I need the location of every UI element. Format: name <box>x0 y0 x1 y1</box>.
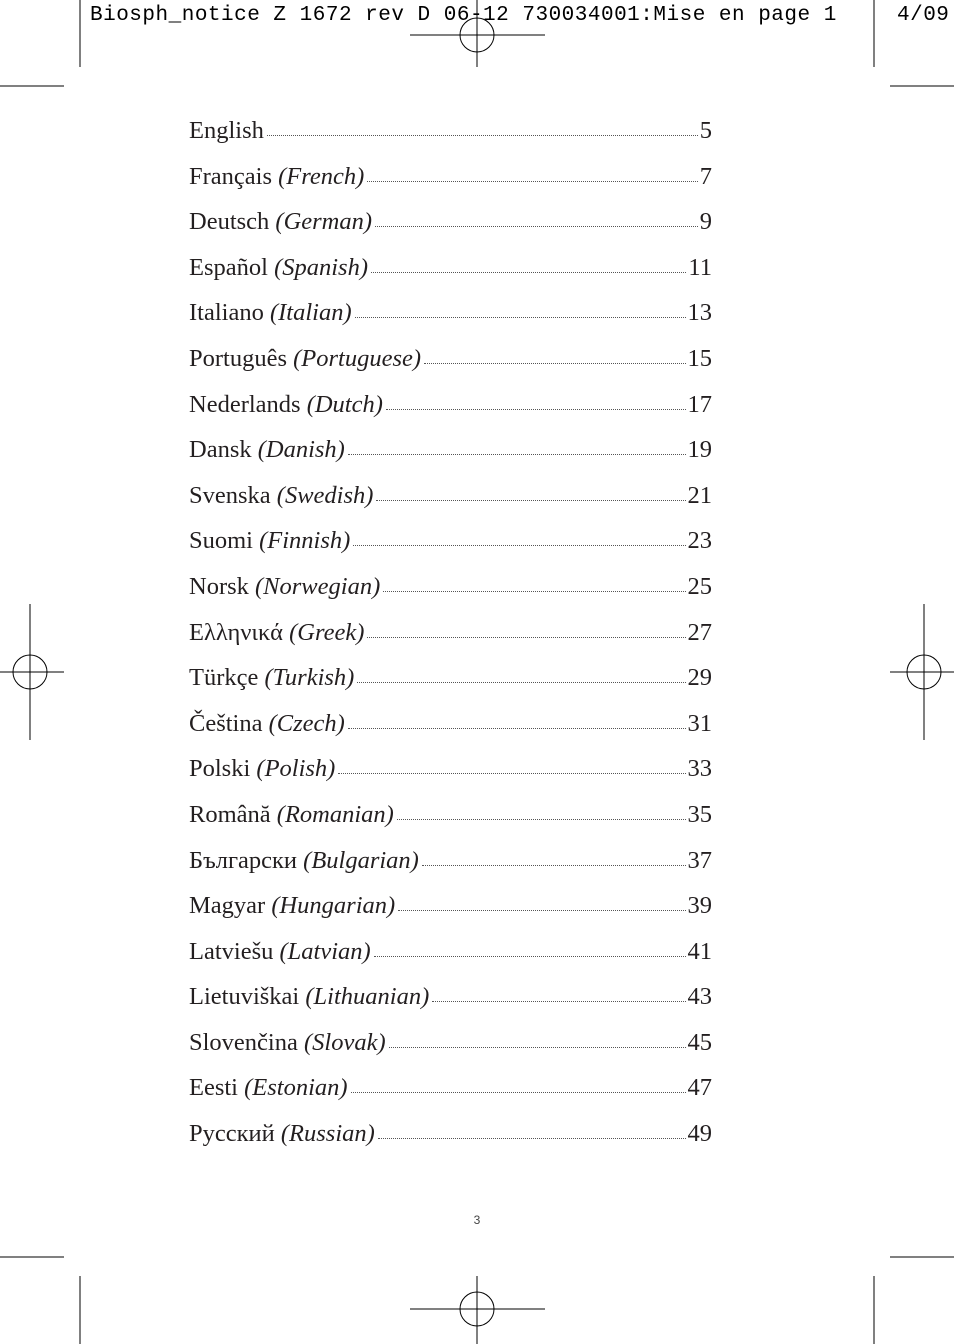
toc-entry-page-number: 13 <box>687 299 712 327</box>
toc-entry-language: Magyar <box>189 892 266 920</box>
dot-leader <box>383 591 685 592</box>
toc-entry <box>189 116 712 162</box>
toc-entry-english-name: (Norwegian) <box>255 572 381 600</box>
toc-entry-language: Svenska <box>189 481 271 509</box>
dot-leader <box>378 1138 686 1139</box>
dot-leader <box>348 454 686 455</box>
toc-entry-language: Português <box>189 344 287 372</box>
toc-entry-page-number: 7 <box>699 162 712 190</box>
toc-entry-english-name: (Turkish) <box>264 664 355 692</box>
toc-entry-page-number: 19 <box>687 436 712 464</box>
registration-mark-left <box>0 604 64 740</box>
toc-entry-page-number: 35 <box>687 800 712 828</box>
toc-entry-page-number: 37 <box>687 846 712 874</box>
toc-entry-language: English <box>189 117 264 144</box>
toc-entry-page-number: 45 <box>687 1028 712 1056</box>
toc-entry-page-number: 23 <box>687 527 712 555</box>
dot-leader <box>355 317 686 318</box>
toc-entry-language: Suomi <box>189 527 253 555</box>
toc-entry <box>189 618 712 664</box>
toc-entry-english-name: (Czech) <box>268 709 345 737</box>
dot-leader <box>371 272 686 273</box>
toc-entry-page-number: 5 <box>699 117 712 144</box>
toc-entry-language: Deutsch <box>189 208 270 236</box>
toc-entry-english-name: (Portuguese) <box>293 344 422 372</box>
toc-entry-language: Français <box>189 162 272 190</box>
dot-leader <box>351 1092 686 1093</box>
toc-entry-page-number: 11 <box>688 253 712 281</box>
dot-leader <box>367 637 685 638</box>
dot-leader <box>432 1001 685 1002</box>
toc-entry <box>189 754 712 800</box>
printer-slug-time: 4/09 <box>897 4 950 27</box>
dot-leader <box>357 682 685 683</box>
dot-leader <box>386 409 686 410</box>
toc-entry-language: Dansk <box>189 436 252 464</box>
toc-entry <box>189 390 712 436</box>
registration-mark-right <box>890 604 954 740</box>
toc-entry-page-number: 31 <box>687 709 712 737</box>
toc-entry-english-name: (Finnish) <box>259 527 351 555</box>
toc-entry-language: Polski <box>189 755 251 783</box>
printer-slug: Biosph_notice Z 1672 rev D 06-12 730034001:Mise en page 1 <box>90 4 837 27</box>
toc-entry-page-number: 41 <box>687 937 712 965</box>
toc-entry-english-name: (German) <box>275 208 373 236</box>
toc-entry-language: Română <box>189 800 271 828</box>
toc-entry <box>189 162 712 208</box>
page-number: 3 <box>473 1213 481 1227</box>
toc-entry <box>189 253 712 299</box>
toc-entry-language: Русский <box>189 1120 275 1148</box>
dot-leader <box>348 728 686 729</box>
toc-entry-english-name: (Dutch) <box>306 390 383 418</box>
toc-entry-english-name: (Latvian) <box>279 937 371 965</box>
toc-entry <box>189 298 712 344</box>
toc-entry-page-number: 17 <box>687 390 712 418</box>
dot-leader <box>374 956 686 957</box>
toc-entry <box>189 1028 712 1074</box>
toc-entry-language: Latviešu <box>189 937 274 965</box>
toc-entry-english-name: (Greek) <box>289 618 365 646</box>
toc-entry-english-name: (Italian) <box>269 299 352 327</box>
toc-entry <box>189 572 712 618</box>
toc-entry-page-number: 33 <box>687 755 712 783</box>
toc-entry-language: Norsk <box>189 572 249 600</box>
dot-leader <box>424 363 685 364</box>
toc-entry <box>189 663 712 709</box>
toc-entry-page-number: 27 <box>687 618 712 646</box>
toc-entry-language: Nederlands <box>189 390 301 418</box>
toc-entry <box>189 526 712 572</box>
toc-entry-page-number: 49 <box>687 1120 712 1148</box>
dot-leader <box>353 545 685 546</box>
dot-leader <box>397 819 686 820</box>
toc-entry-language: Slovenčina <box>189 1028 298 1056</box>
toc-entry-language: Български <box>189 846 298 874</box>
toc-entry-language: Lietuviškai <box>189 983 300 1011</box>
dot-leader <box>267 135 698 136</box>
toc-entry-page-number: 21 <box>687 481 712 509</box>
toc-entry-english-name: (Lithuanian) <box>305 983 430 1011</box>
toc-entry <box>189 709 712 755</box>
toc-entry <box>189 1073 712 1119</box>
toc-entry <box>189 481 712 527</box>
dot-leader <box>389 1047 686 1048</box>
toc-entry <box>189 344 712 390</box>
toc-entry-english-name: (Bulgarian) <box>303 846 419 874</box>
dot-leader <box>376 500 685 501</box>
toc-entry-english-name: (Slovak) <box>304 1028 386 1056</box>
toc-entry <box>189 982 712 1028</box>
toc-entry-page-number: 15 <box>687 344 712 372</box>
dot-leader <box>398 910 685 911</box>
toc-entry-page-number: 43 <box>687 983 712 1011</box>
toc-entry-english-name: (Polish) <box>256 755 336 783</box>
toc-entry-english-name: (French) <box>278 162 365 190</box>
table-of-contents <box>189 116 712 1165</box>
toc-entry-english-name: (Spanish) <box>274 253 368 281</box>
toc-entry <box>189 937 712 983</box>
toc-entry-page-number: 29 <box>687 664 712 692</box>
toc-entry <box>189 207 712 253</box>
dot-leader <box>422 865 686 866</box>
toc-entry <box>189 1119 712 1165</box>
toc-entry-english-name: (Russian) <box>280 1120 375 1148</box>
dot-leader <box>367 181 697 182</box>
toc-entry <box>189 846 712 892</box>
toc-entry-page-number: 39 <box>687 892 712 920</box>
toc-entry-english-name: (Estonian) <box>244 1074 348 1102</box>
toc-entry-language: Čeština <box>189 709 263 737</box>
toc-entry <box>189 891 712 937</box>
toc-entry-english-name: (Swedish) <box>276 481 374 509</box>
toc-entry-page-number: 25 <box>687 572 712 600</box>
toc-entry-language: Español <box>189 253 268 281</box>
toc-entry-english-name: (Danish) <box>257 436 345 464</box>
toc-entry-language: Eesti <box>189 1074 238 1102</box>
dot-leader <box>338 773 685 774</box>
registration-mark-bottom <box>410 1276 545 1344</box>
toc-entry-language: Italiano <box>189 299 264 327</box>
dot-leader <box>375 226 698 227</box>
toc-entry <box>189 800 712 846</box>
toc-entry-language: Türkçe <box>189 664 259 692</box>
toc-entry-english-name: (Hungarian) <box>271 892 396 920</box>
toc-entry-page-number: 47 <box>687 1074 712 1102</box>
toc-entry-language: Ελληνικά <box>189 618 283 646</box>
toc-entry-page-number: 9 <box>699 208 712 236</box>
toc-entry-english-name: (Romanian) <box>276 800 394 828</box>
toc-entry <box>189 435 712 481</box>
